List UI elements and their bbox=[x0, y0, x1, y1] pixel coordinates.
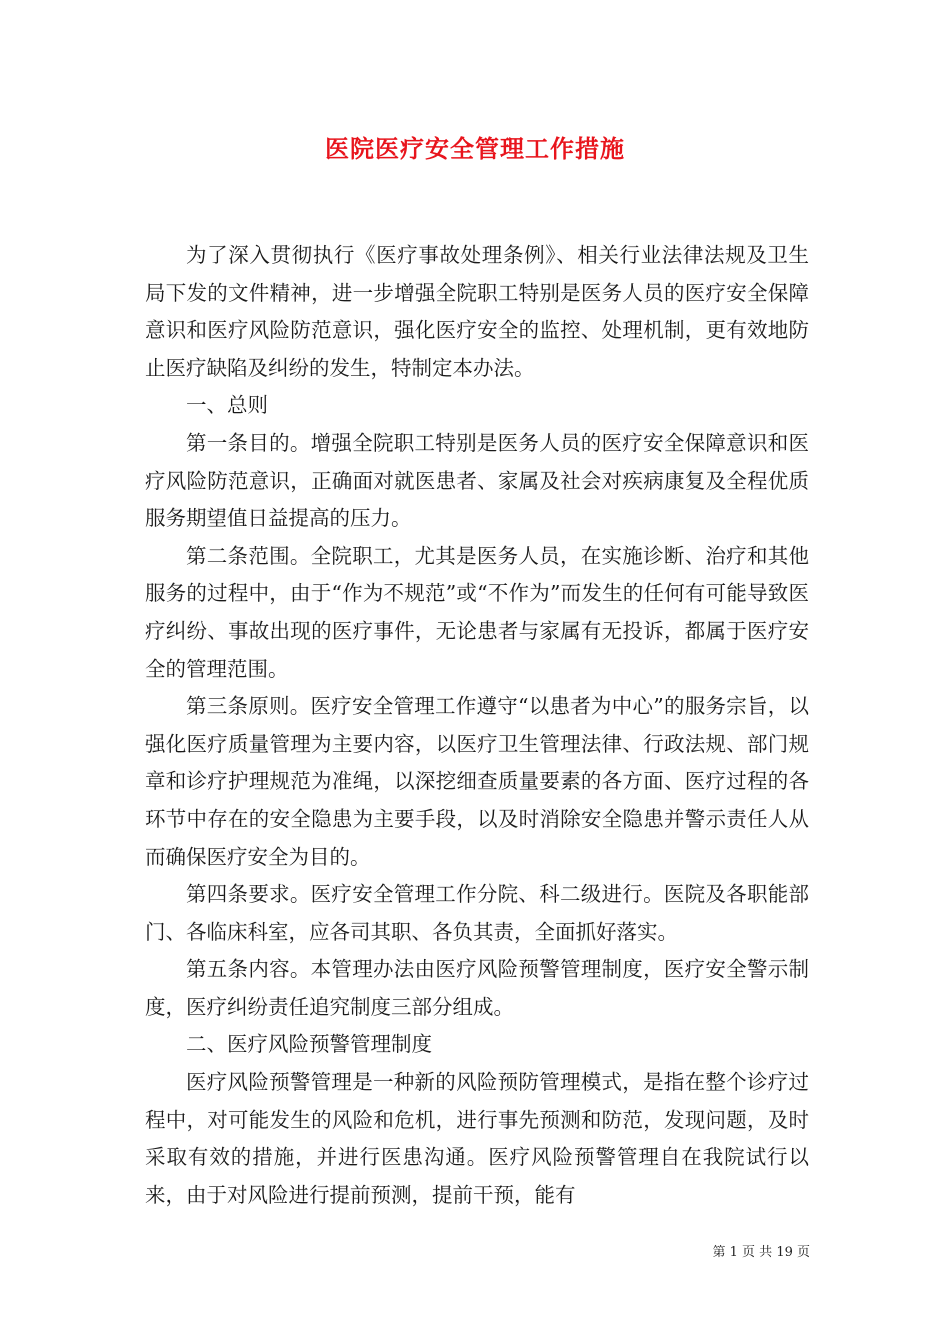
section-heading-risk-warning: 二、医疗风险预警管理制度 bbox=[186, 1032, 432, 1057]
section-heading-general: 一、总则 bbox=[186, 393, 268, 418]
document-title: 医院医疗安全管理工作措施 bbox=[325, 134, 625, 163]
intro-paragraph: 为了深入贯彻执行《医疗事故处理条例》、相关行业法律法规及卫生局下发的文件精神，进一步增强全院职工特别是医务人员的医疗安全保障意识和医疗风险防范意识，强化医疗安全的监控、处理机制，更有效地防止医疗缺陷及纠纷的发生，特制定本办法。 bbox=[145, 243, 809, 380]
risk-warning-paragraph: 医疗风险预警管理是一种新的风险预防管理模式，是指在整个诊疗过程中，对可能发生的风险和危机，进行事先预测和防范，发现问题，及时采取有效的措施，并进行医患沟通。医疗风险预警管理自在我院试行以来，由于对风险进行提前预测，提前干预，能有 bbox=[145, 1070, 809, 1207]
article-2-paragraph: 第二条范围。全院职工，尤其是医务人员，在实施诊断、治疗和其他服务的过程中，由于“作为不规范”或“不作为”而发生的任何有可能导致医疗纠纷、事故出现的医疗事件，无论患者与家属有无投诉，都属于医疗安全的管理范围。 bbox=[145, 543, 809, 681]
article-4-paragraph: 第四条要求。医疗安全管理工作分院、科二级进行。医院及各职能部门、各临床科室，应各司其职、各负其责，全面抓好落实。 bbox=[145, 882, 809, 944]
article-1-paragraph: 第一条目的。增强全院职工特别是医务人员的医疗安全保障意识和医疗风险防范意识，正确面对就医患者、家属及社会对疾病康复及全程优质服务期望值日益提高的压力。 bbox=[145, 430, 809, 531]
article-3-paragraph: 第三条原则。医疗安全管理工作遵守“以患者为中心”的服务宗旨，以强化医疗质量管理为主要内容，以医疗卫生管理法律、行政法规、部门规章和诊疗护理规范为准绳，以深挖细查质量要素的各方面、医疗过程的各环节中存在的安全隐患为主要手段，以及时消除安全隐患并警示责任人从而确保医疗安全为目的。 bbox=[145, 694, 809, 869]
document-body bbox=[145, 237, 809, 1214]
article-5-paragraph: 第五条内容。本管理办法由医疗风险预警管理制度，医疗安全警示制度，医疗纠纷责任追究制度三部分组成。 bbox=[145, 957, 809, 1019]
page-number-footer: 第 1 页 共 19 页 bbox=[712, 1245, 810, 1260]
